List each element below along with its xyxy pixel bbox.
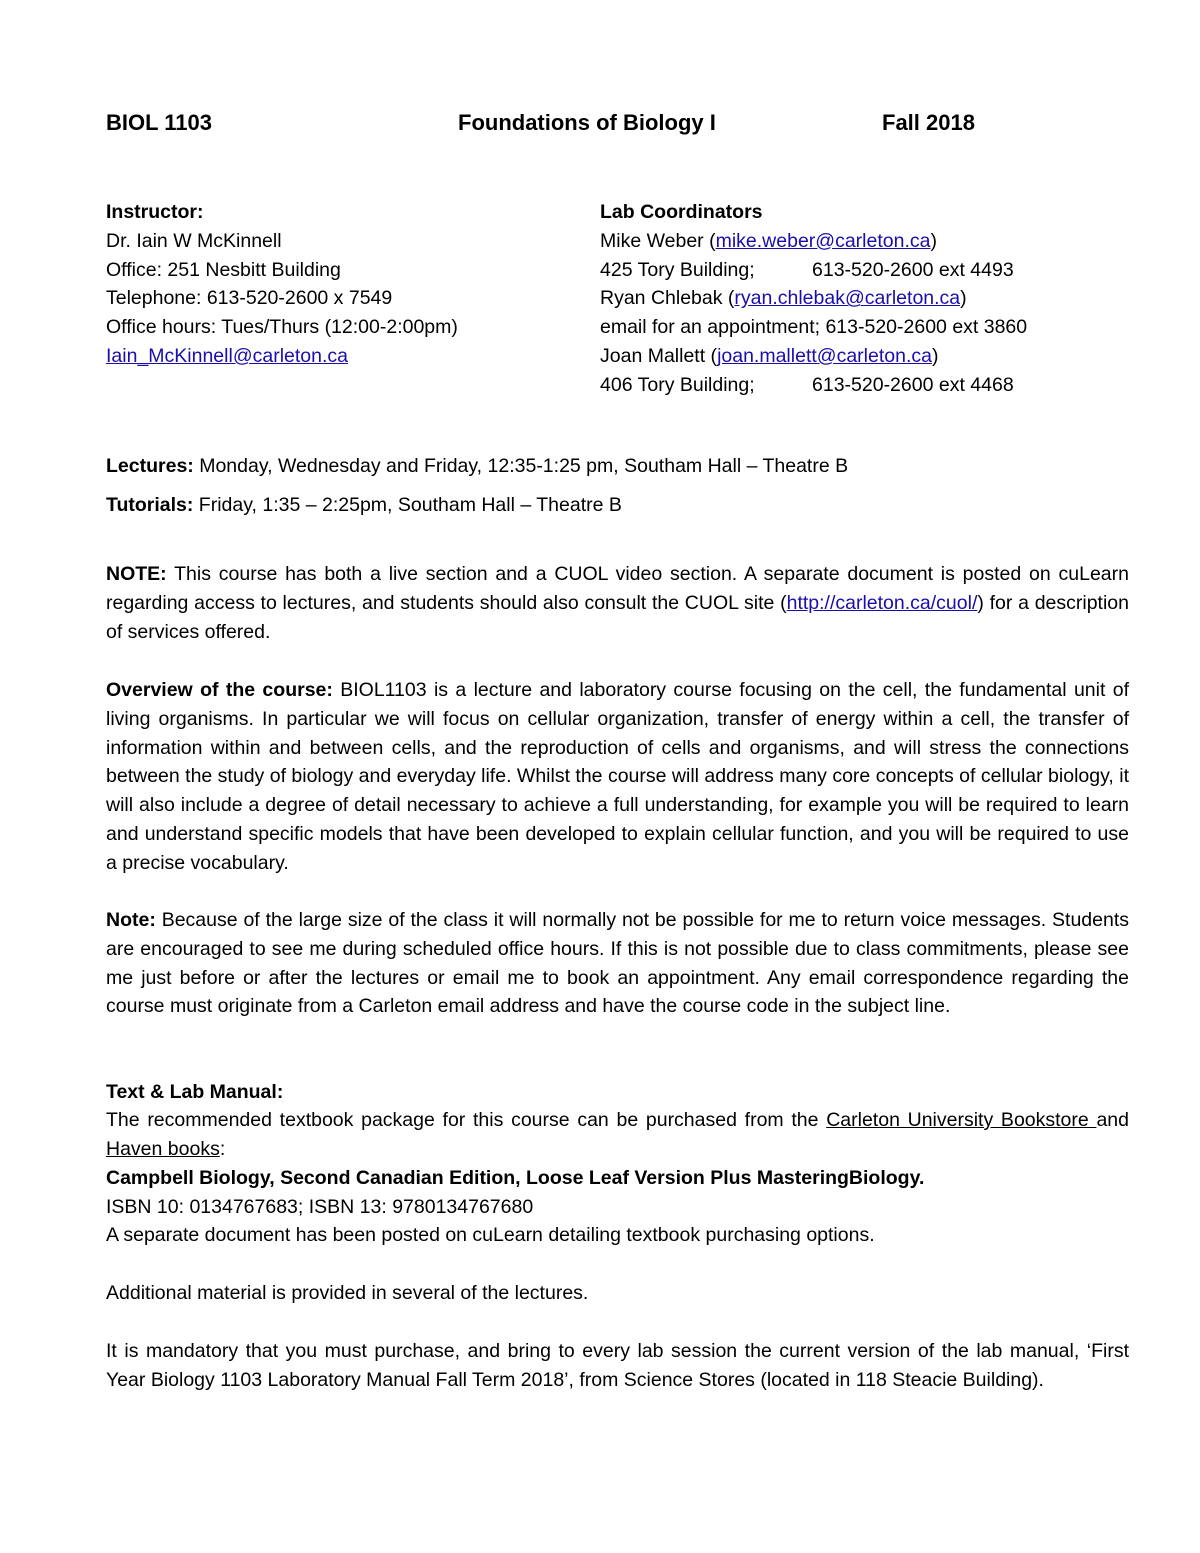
book-title: Campbell Biology, Second Canadian Edition, Loose Leaf Version Plus MasteringBiology.: [106, 1167, 925, 1189]
course-term: Fall 2018: [882, 110, 975, 135]
coordinator-1-email-link[interactable]: mike.weber@carleton.ca: [715, 229, 931, 252]
tutorials-line: Tutorials: Friday, 1:35 – 2:25pm, Southam Hall – Theatre B: [106, 494, 622, 516]
lab-coordinators-block: [600, 198, 1027, 400]
coordinator-1-location: 425 Tory Building; 613-520-2600 ext 4493: [600, 258, 1014, 281]
coordinator-2-info: email for an appointment; 613-520-2600 ext 3860: [600, 316, 1028, 339]
instructor-office-hours: Office hours: Tues/Thurs (12:00-2:00pm): [106, 316, 458, 339]
coordinator-3-email-link[interactable]: joan.mallett@carleton.ca: [717, 344, 932, 367]
coordinator-2-email-link[interactable]: ryan.chlebak@carleton.ca: [734, 287, 961, 310]
instructor-block: [106, 198, 458, 371]
cuol-link[interactable]: http://carleton.ca/cuol/: [786, 591, 978, 614]
mandatory-lab-manual-paragraph: It is mandatory that you must purchase, and bring to every lab session the current version of the lab manual, ‘First Year Biology 1103 Laboratory Manual Fall Term 2018’, from Science Stores (located in 118 Steacie Building).: [106, 1340, 1129, 1391]
lectures-line: Lectures: Monday, Wednesday and Friday, 12:35-1:25 pm, Southam Hall – Theatre B: [106, 455, 849, 477]
additional-material-line: Additional material is provided in several of the lectures.: [106, 1282, 589, 1304]
note-paragraph: NOTE: This course has both a live section and a CUOL video section. A separate document is posted on cuLearn regarding access to lectures, and students should also consult the CUOL site (http://carleton.ca/cuol/) for a description of services offered.: [106, 563, 1129, 643]
course-code: BIOL 1103: [106, 110, 212, 135]
text-manual-heading: Text & Lab Manual:: [106, 1081, 284, 1103]
instructor-email-link[interactable]: Iain_McKinnell@carleton.ca: [106, 344, 348, 367]
isbn-line: ISBN 10: 0134767683; ISBN 13: 9780134767680: [106, 1196, 534, 1218]
bookstore-link[interactable]: Carleton University Bookstore: [826, 1109, 1097, 1131]
haven-books-link[interactable]: Haven books: [106, 1137, 220, 1160]
course-title: Foundations of Biology I: [458, 110, 716, 135]
instructor-heading: Instructor:: [106, 201, 204, 223]
instructor-office: Office: 251 Nesbitt Building: [106, 258, 341, 281]
coordinator-3-location: 406 Tory Building; 613-520-2600 ext 4468: [600, 373, 1014, 396]
instructor-telephone: Telephone: 613-520-2600 x 7549: [106, 287, 393, 310]
coordinator-3: Joan Mallett (joan.mallett@carleton.ca): [600, 344, 939, 367]
separate-document-line: A separate document has been posted on cuLearn detailing textbook purchasing options.: [106, 1224, 875, 1246]
overview-paragraph: Overview of the course: BIOL1103 is a lecture and laboratory course focusing on the cell, the fundamental unit of living organisms. In particular we will focus on cellular organization, transfer of energy within a cell, the transfer of information within and between cells, and the reproduction of cells and organisms, and will stress the connections between the study of biology and everyday life. Whilst the course will address many core concepts of cellular biology, it will also include a degree of detail necessary to achieve a full understanding, for example you will be required to learn and understand specific models that have been developed to explain cellular function, and you will be required to use a precise vocabulary.: [106, 679, 1129, 874]
coordinator-2: Ryan Chlebak (ryan.chlebak@carleton.ca): [600, 287, 967, 310]
instructor-name: Dr. Iain W McKinnell: [106, 229, 282, 252]
lab-coordinators-heading: Lab Coordinators: [600, 201, 763, 223]
textbook-intro: The recommended textbook package for this course can be purchased from the Carleton University Bookstore and Haven books:: [106, 1109, 1129, 1160]
coordinator-1: Mike Weber (mike.weber@carleton.ca): [600, 229, 937, 252]
messages-note-paragraph: Note: Because of the large size of the class it will normally not be possible for me to return voice messages. Students are encouraged to see me during scheduled office hours. If this is not possible due to class commitments, please see me just before or after the lectures or email me to book an appointment. Any email correspondence regarding the course must originate from a Carleton email address and have the course code in the subject line.: [106, 909, 1129, 1018]
